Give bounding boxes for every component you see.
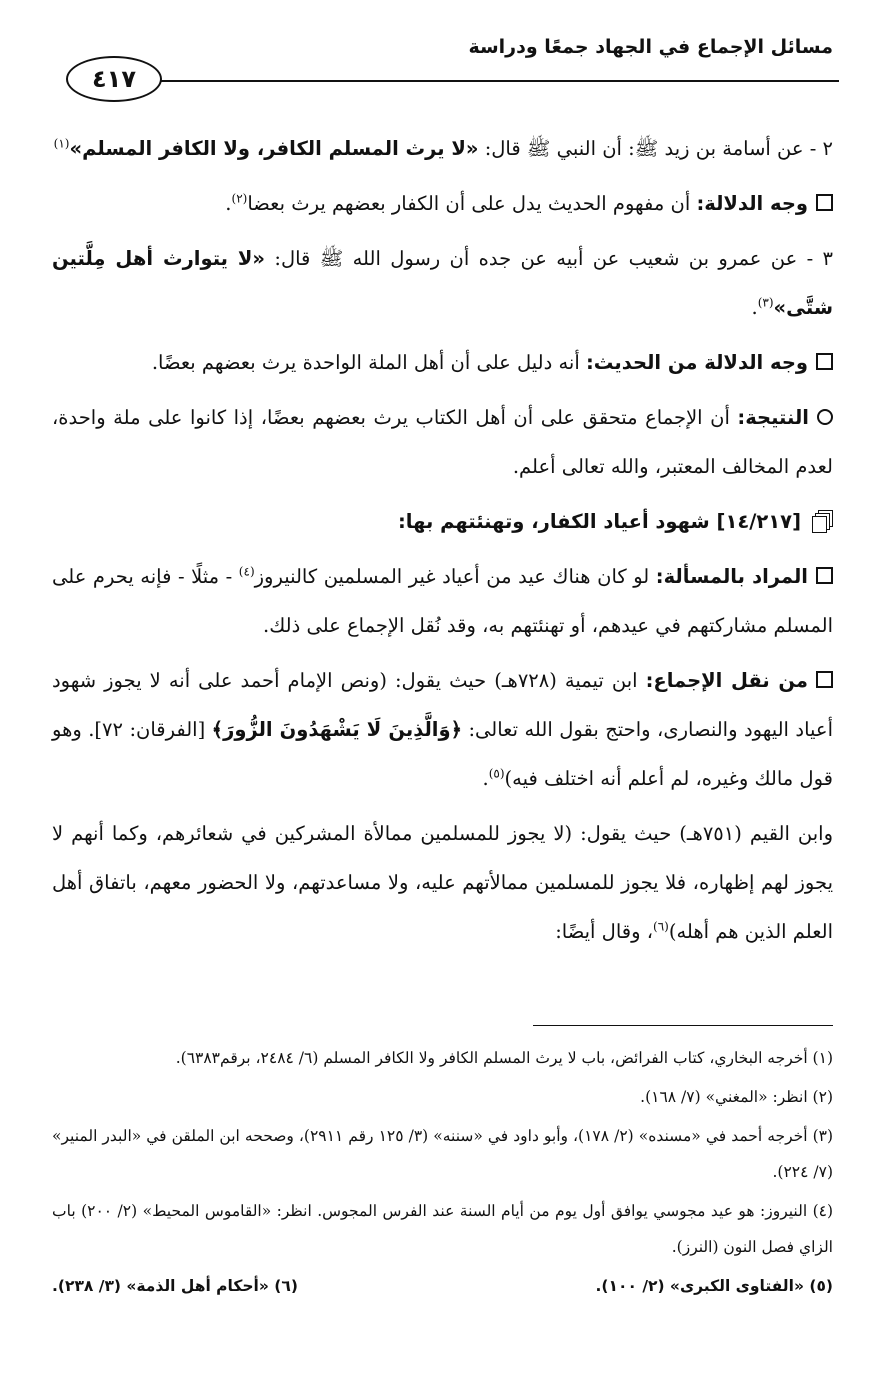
stacked-pages-icon bbox=[811, 510, 833, 532]
ibn-qayyim-text-1: وابن القيم (٧٥١هـ) حيث يقول: (لا يجوز للمسلمين ممالأة المشركين في شعائرهم، وكما أنهم لا يجوز لهم إظهاره، فلا يجوز للمسلمين ممالأتهم عليه، ولا مساعدتهم، ولا الحضور معهم، باتفاق أهل العلم الذين هم أهله) bbox=[52, 822, 833, 943]
section-title: شهود أعياد الكفار، وتهنئتهم بها: bbox=[397, 510, 717, 533]
result-label: النتيجة: bbox=[737, 406, 809, 429]
result-text: أن الإجماع متحقق على أن أهل الكتاب يرث بعضهم بعضًا، إذا كانوا على ملة واحدة، لعدم المخالف المعتبر، والله تعالى أعلم. bbox=[52, 406, 833, 478]
footnote-ref-3: (٣) bbox=[757, 295, 774, 310]
evidence-label-2: وجه الدلالة من الحديث: bbox=[585, 351, 808, 374]
footnote-5: (٥) «الفتاوى الكبرى» (٢/ ١٠٠). bbox=[595, 1277, 833, 1295]
footnote-pair bbox=[52, 1268, 833, 1304]
footnotes bbox=[52, 1040, 833, 1304]
footnote-ref-2: (٢) bbox=[231, 191, 248, 206]
quran-verse: ﴿وَالَّذِينَ لَا يَشْهَدُونَ الزُّورَ﴾ bbox=[211, 718, 463, 741]
footnote-6: (٦) «أحكام أهل الذمة» (٣/ ٢٣٨). bbox=[52, 1277, 298, 1295]
evidence-paragraph-1: وجه الدلالة: أن مفهوم الحديث يدل على أن الكفار بعضهم يرث بعضا$^{(٢)}$. bbox=[52, 179, 833, 228]
issue-text-1: لو كان هناك عيد من أعياد غير المسلمين كالنيروز bbox=[254, 565, 656, 588]
footnote-2: (٢) انظر: «المغني» (٧/ ١٦٨). bbox=[640, 1088, 833, 1106]
footnote-ref-4: (٤) bbox=[238, 564, 255, 579]
hadith-3-intro: ٣ - عن عمرو بن شعيب عن أبيه عن جده أن رسول الله ﷺ قال: bbox=[265, 247, 834, 270]
square-bullet-icon bbox=[816, 353, 833, 370]
evidence-text-1: أن مفهوم الحديث يدل على أن الكفار بعضهم يرث بعضا bbox=[247, 192, 697, 215]
main-text bbox=[52, 124, 833, 962]
footnote-ref-5: (٥) bbox=[488, 766, 505, 781]
page-number-badge: ٤١٧ bbox=[66, 56, 162, 102]
footnote-ref-6: (٦) bbox=[653, 919, 669, 934]
hadith-2-intro: ٢ - عن أسامة بن زيد ﷺ: أن النبي ﷺ قال: bbox=[478, 137, 833, 160]
section-heading bbox=[52, 497, 833, 546]
hadith-2-paragraph bbox=[52, 124, 833, 173]
hadith-3-paragraph: ٣ - عن عمرو بن شعيب عن أبيه عن جده أن رسول الله ﷺ قال: «لا يتوارث أهل مِلَّتين شتَّى»$^{(٣)}$. bbox=[52, 247, 834, 319]
header-rule bbox=[150, 80, 839, 82]
evidence-paragraph-2 bbox=[52, 338, 833, 387]
evidence-label-1: وجه الدلالة: bbox=[696, 192, 808, 215]
consensus-text-2: [الفرقان: ٧٢]. وهو قول مالك وغيره، لم أعلم أنه اختلف فيه) bbox=[52, 718, 833, 790]
footnote-rule bbox=[533, 1025, 833, 1026]
issue-label: المراد بالمسألة: bbox=[655, 565, 808, 588]
evidence-text-2: أنه دليل على أن أهل الملة الواحدة يرث بعضهم بعضًا. bbox=[151, 351, 586, 374]
square-bullet-icon bbox=[816, 194, 833, 211]
footnote-ref-1: (١) bbox=[53, 136, 70, 151]
consensus-paragraph: من نقل الإجماع: ابن تيمية (٧٢٨هـ) حيث يقول: (ونص الإمام أحمد على أنه لا يجوز شهود أعياد اليهود والنصارى، واحتج بقول الله تعالى: ﴿وَالَّذِينَ لَا يَشْهَدُونَ الزُّورَ﴾ [الفرقان: ٧٢]. وهو قول مالك وغيره، لم أعلم أنه اختلف فيه)$^{(٥)}$. bbox=[52, 669, 833, 790]
consensus-text-1: ابن تيمية (٧٢٨هـ) حيث يقول: (ونص الإمام أحمد على أنه لا يجوز شهود أعياد اليهود والنصارى، واحتج بقول الله تعالى: bbox=[52, 669, 833, 741]
ibn-qayyim-paragraph bbox=[52, 809, 833, 956]
consensus-label: من نقل الإجماع: bbox=[645, 669, 809, 692]
result-paragraph bbox=[52, 393, 833, 491]
issue-text-2: - مثلًا - فإنه يحرم على المسلم مشاركتهم في عيدهم، أو تهنئتهم به، وقد نُقل الإجماع على ذلك. bbox=[52, 565, 833, 637]
running-header-title: مسائل الإجماع في الجهاد جمعًا ودراسة bbox=[468, 36, 833, 58]
footnote-1: (١) أخرجه البخاري، كتاب الفرائض، باب لا يرث المسلم الكافر ولا الكافر المسلم (٦/ ٢٤٨٤، برقم٦٣٨٣). bbox=[175, 1049, 833, 1067]
hadith-2-text: «لا يرث المسلم الكافر، ولا الكافر المسلم» bbox=[69, 137, 479, 160]
square-bullet-icon bbox=[816, 671, 833, 688]
ibn-qayyim-text-2: ، وقال أيضًا: bbox=[555, 920, 654, 943]
hadith-3-text: «لا يتوارث أهل مِلَّتين شتَّى» bbox=[52, 247, 833, 319]
footnote-3: (٣) أخرجه أحمد في «مسنده» (٢/ ١٧٨)، وأبو داود في «سننه» (٣/ ١٢٥ رقم ٢٩١١)، وصححه ابن الملقن في «البدر المنير» (٧/ ٢٢٤). bbox=[52, 1127, 834, 1181]
footnote-4: (٤) النيروز: هو عيد مجوسي يوافق أول يوم من أيام السنة عند الفرس المجوس. انظر: «القاموس المحيط» (٢/ ٢٠٠) باب الزاي فصل النون (النرز). bbox=[52, 1202, 834, 1256]
issue-paragraph bbox=[52, 552, 833, 650]
circle-bullet-icon bbox=[817, 409, 833, 425]
square-bullet-icon bbox=[816, 567, 833, 584]
section-number: [١٤/٢١٧] bbox=[716, 510, 801, 533]
